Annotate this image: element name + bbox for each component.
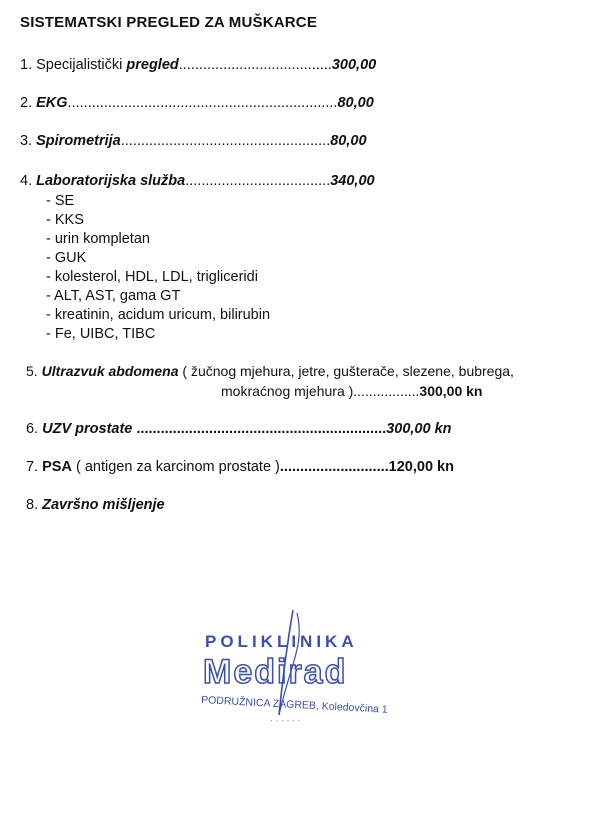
item-label: Spirometrija (36, 133, 121, 149)
item-number: 2. (20, 95, 33, 111)
item-detail: mokraćnog mjehura ) (221, 383, 354, 399)
lab-subitem: - SE (46, 193, 75, 209)
item-label: EKG (36, 95, 68, 111)
item-label: PSA (42, 459, 72, 475)
stamp-graphic (195, 605, 415, 735)
item-1 (20, 56, 376, 74)
item-price: 300,00 (331, 57, 377, 73)
lab-subitem: - kolesterol, HDL, LDL, trigliceridi (46, 269, 258, 285)
item-dots: ........................... (279, 459, 389, 475)
stamp-line-1: POLIKLINIKA (205, 632, 358, 651)
item-detail: ( žučnog mjehura, jetre, gušterače, slezene, bubrega, (178, 363, 514, 379)
lab-subitem: - Fe, UIBC, TIBC (46, 326, 156, 342)
lab-subitem: - kreatinin, acidum uricum, bilirubin (46, 307, 271, 323)
item-number: 7. (26, 459, 39, 475)
item-number: 1. (20, 57, 33, 73)
item-price: 80,00 (337, 95, 374, 111)
stamp-line-2: Medirad (203, 653, 348, 691)
item-label: pregled (126, 57, 179, 73)
item-price: 120,00 kn (388, 459, 454, 475)
item-number: 6. (26, 421, 39, 437)
item-dots: .................................................... (120, 133, 331, 149)
document-title: SISTEMATSKI PREGLED ZA MUŠKARCE (20, 14, 318, 31)
item-price: 340,00 (330, 173, 375, 189)
lab-subitem: - urin kompletan (46, 231, 150, 247)
item-prefix: Specijalistički (36, 57, 127, 73)
item-2 (20, 94, 374, 112)
stamp-faint-text: · · · · · · (270, 715, 301, 725)
item-price: 80,00 (330, 133, 367, 149)
item-price: 300,00 kn (419, 383, 483, 399)
item-number: 5. (26, 363, 38, 379)
item-dots: ...................................... (178, 57, 332, 73)
item-4 (20, 172, 375, 190)
item-dots: ................................................................... (67, 95, 338, 111)
item-dots: ................. (353, 383, 420, 399)
stamp-line-3: PODRUŽNICA ZAGREB, Koledovčina 1 (200, 694, 388, 716)
item-5 (26, 362, 514, 380)
item-label: UZV prostate (42, 421, 133, 437)
item-price: 300,00 kn (386, 421, 452, 437)
lab-subitem: - ALT, AST, gama GT (46, 288, 181, 304)
item-label: Završno mišljenje (42, 497, 165, 513)
clinic-stamp (195, 605, 415, 735)
item-label: Laboratorijska služba (36, 173, 186, 189)
item-dots: .............................................................. (132, 421, 387, 437)
item-7 (26, 458, 454, 476)
item-5-continued (221, 382, 482, 400)
item-8 (26, 496, 165, 514)
item-number: 3. (20, 133, 33, 149)
item-detail: ( antigen za karcinom prostate ) (71, 459, 280, 475)
item-6 (26, 420, 452, 438)
item-number: 4. (20, 173, 33, 189)
item-dots: .................................... (185, 173, 331, 189)
item-3 (20, 132, 367, 150)
item-label: Ultrazvuk abdomena (41, 363, 179, 379)
lab-subitem: - GUK (46, 250, 87, 266)
item-number: 8. (26, 497, 39, 513)
lab-subitem: - KKS (46, 212, 84, 228)
